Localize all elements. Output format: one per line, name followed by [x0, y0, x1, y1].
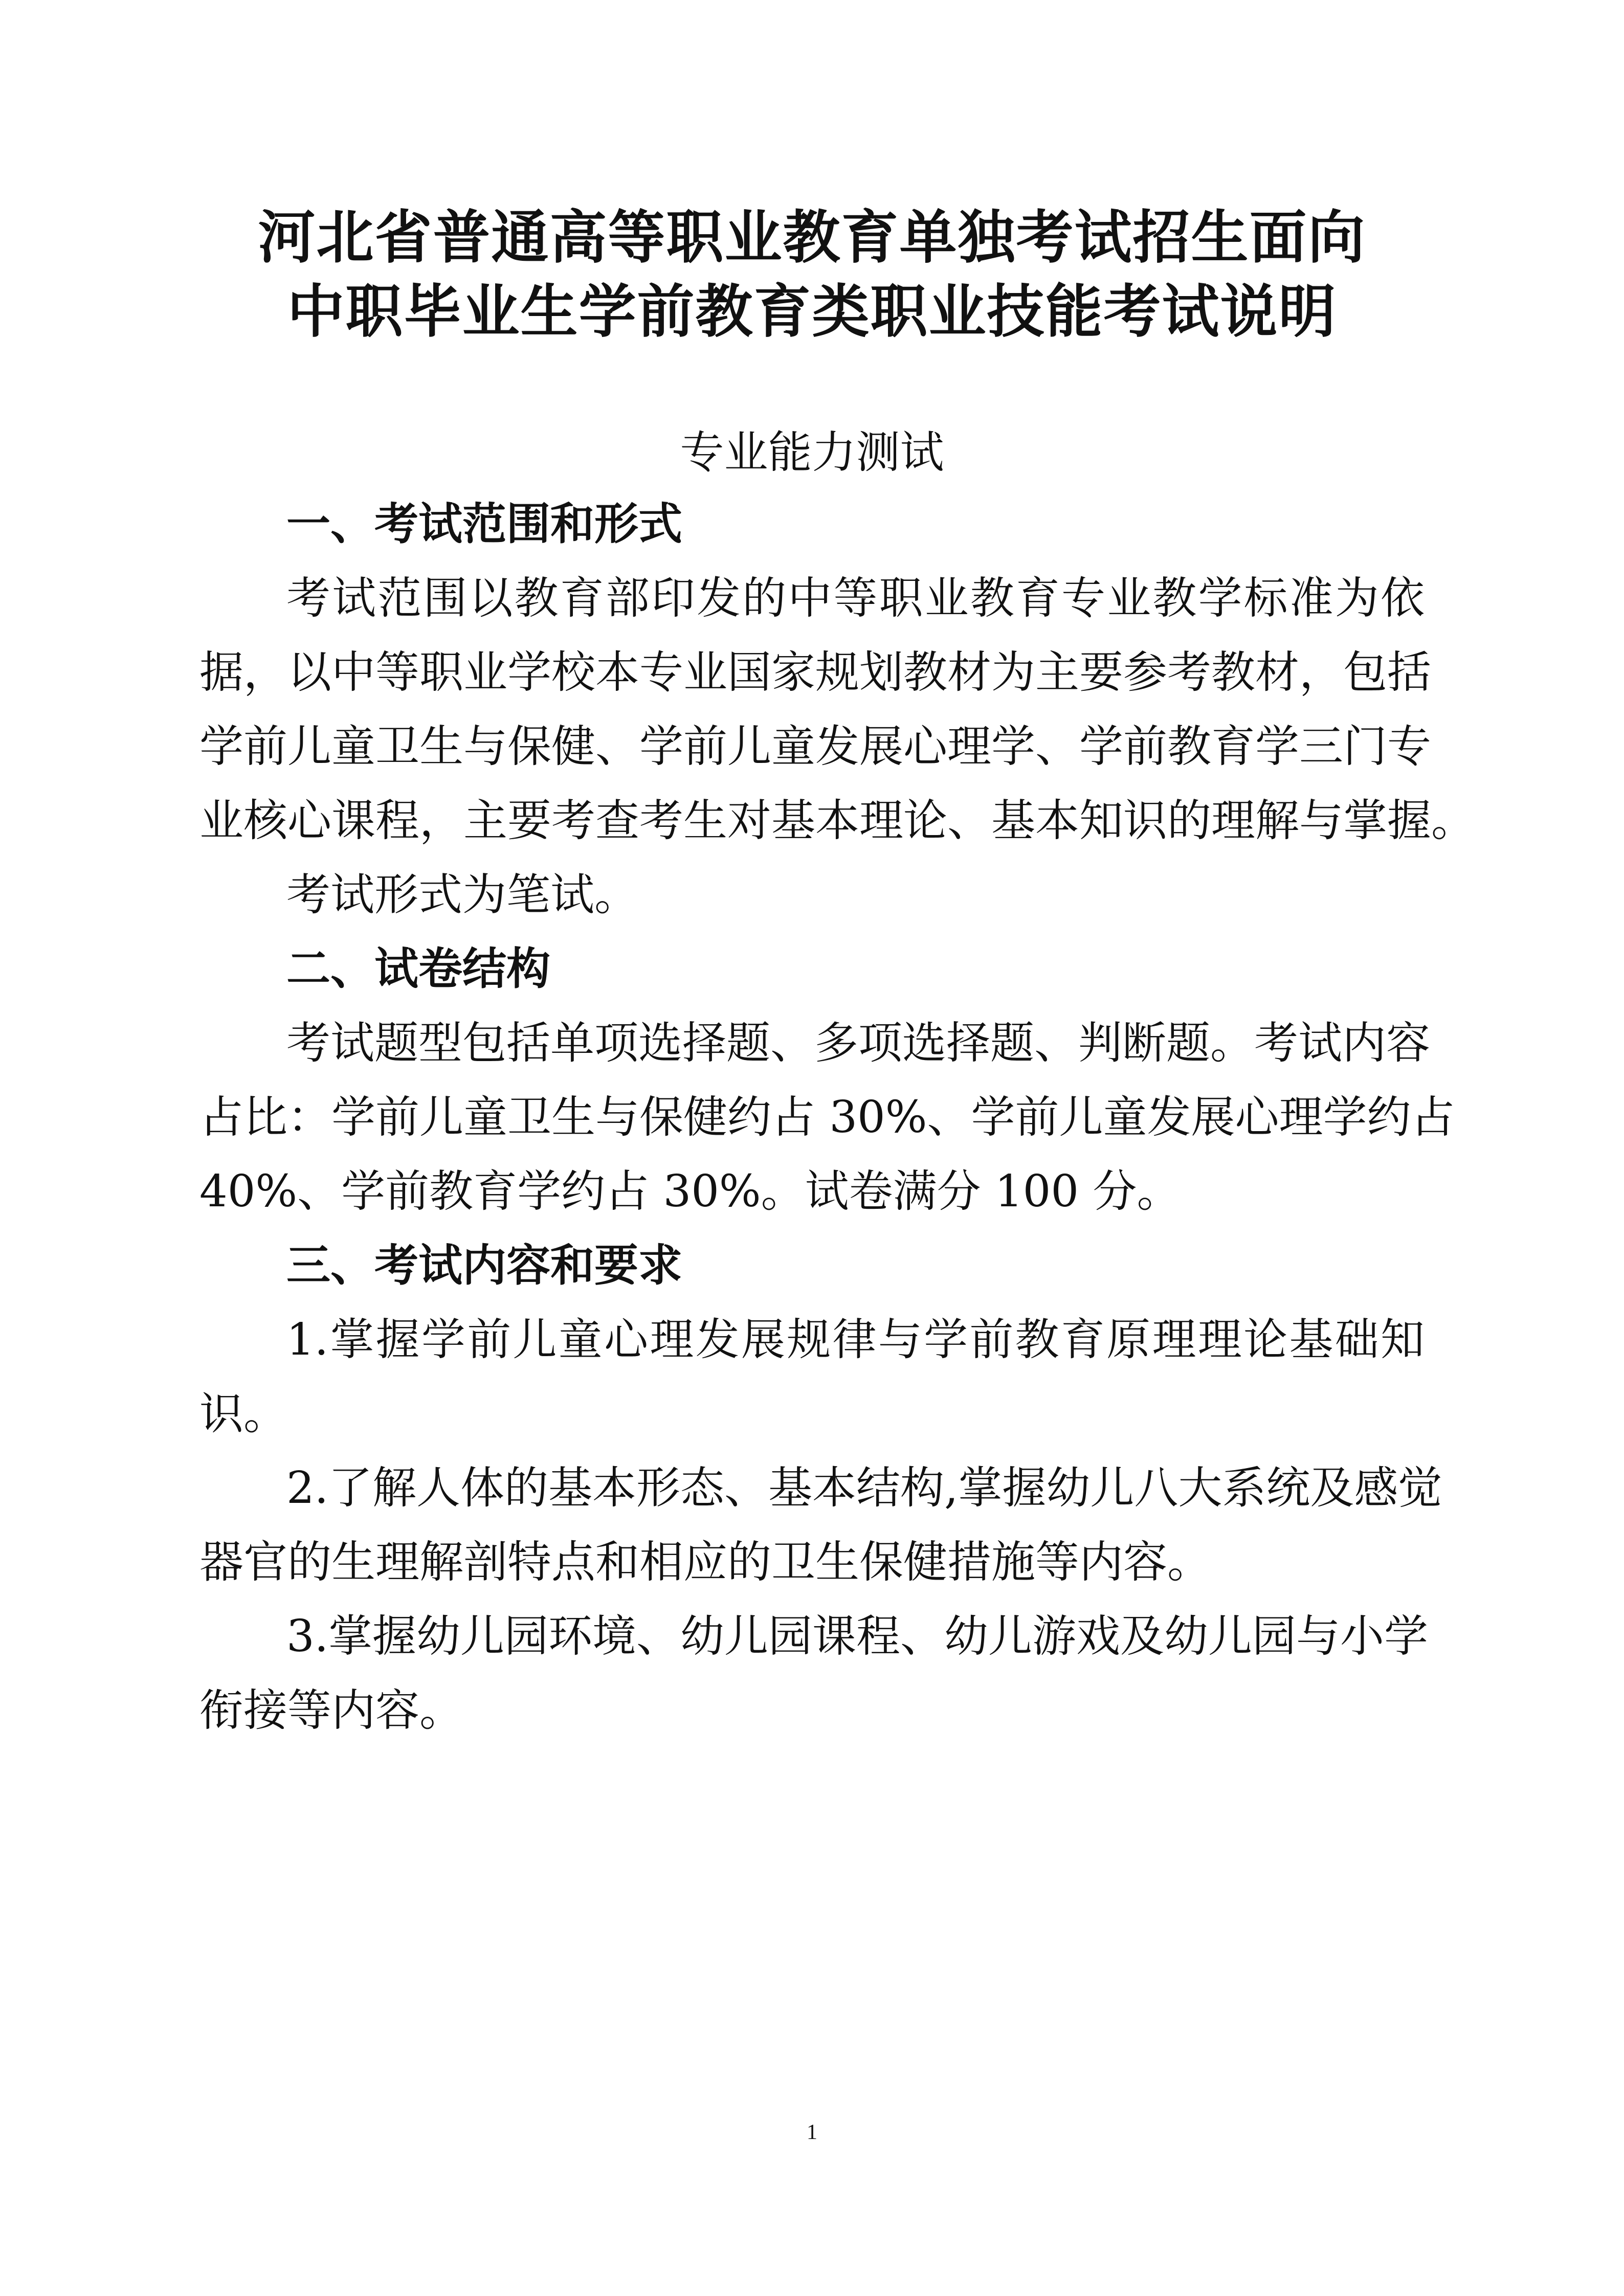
paragraph-line: 学前儿童卫生与保健、学前儿童发展心理学、学前教育学三门专	[199, 721, 1431, 772]
paragraph-line: 占比：学前儿童卫生与保健约占 30%、学前儿童发展心理学约占	[199, 1092, 1455, 1143]
paragraph-line: 1.掌握学前儿童心理发展规律与学前教育原理理论基础知	[286, 1314, 1425, 1365]
paragraph-line: 考试形式为笔试。	[286, 869, 638, 920]
paragraph-line: 考试范围以教育部印发的中等职业教育专业教学标准为依	[286, 573, 1425, 624]
paragraph-line: 器官的生理解剖特点和相应的卫生保健措施等内容。	[199, 1537, 1211, 1588]
paragraph-line: 据，以中等职业学校本专业国家规划教材为主要参考教材，包括	[199, 647, 1431, 698]
document-title-line-1: 河北省普通高等职业教育单独考试招生面向	[258, 204, 1366, 271]
paragraph-line: 识。	[199, 1388, 287, 1439]
section-heading-content: 三、考试内容和要求	[286, 1240, 682, 1291]
page-number: 1	[807, 2121, 817, 2144]
document-title-line-2: 中职毕业生学前教育类职业技能考试说明	[287, 278, 1337, 345]
paragraph-line: 3.掌握幼儿园环境、幼儿园课程、幼儿游戏及幼儿园与小学	[286, 1611, 1429, 1662]
paragraph-line: 业核心课程，主要考查考生对基本理论、基本知识的理解与掌握。	[199, 795, 1475, 846]
section-heading-scope: 一、考试范围和形式	[286, 499, 682, 550]
paragraph-line: 考试题型包括单项选择题、多项选择题、判断题。考试内容	[286, 1018, 1430, 1069]
paragraph-line: 衔接等内容。	[199, 1685, 463, 1736]
paragraph-line: 2.了解人体的基本形态、基本结构,掌握幼儿八大系统及感觉	[286, 1462, 1442, 1514]
document-subtitle: 专业能力测试	[680, 427, 944, 478]
section-heading-structure: 二、试卷结构	[286, 943, 550, 995]
paragraph-line: 40%、学前教育学约占 30%。试卷满分 100 分。	[199, 1166, 1181, 1217]
